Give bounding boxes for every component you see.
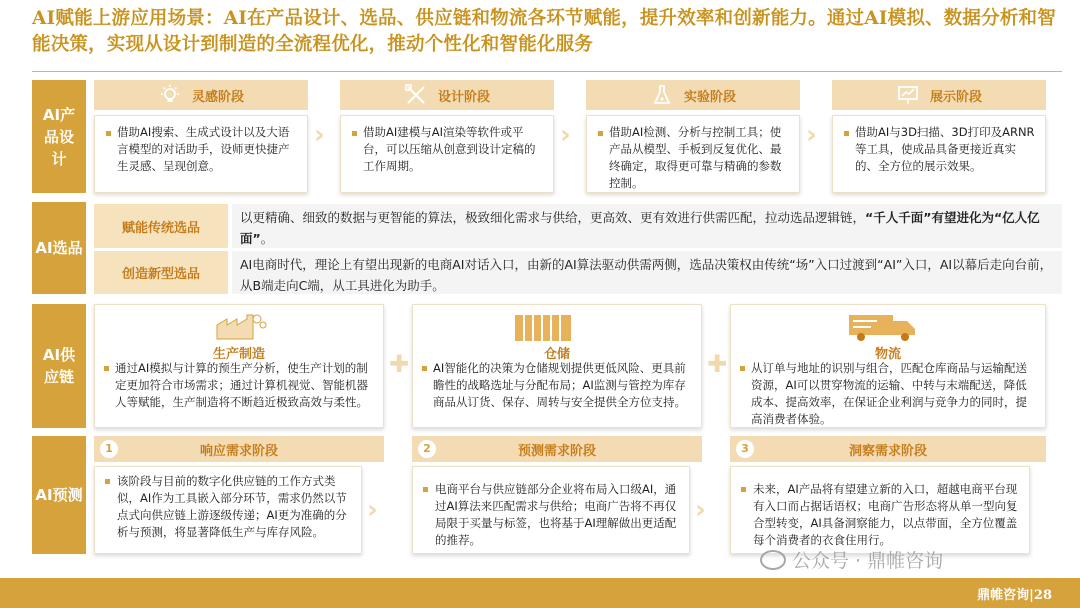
bullet-icon — [105, 479, 110, 484]
watermark-text: 公众号 · 鼎帷咨询 — [792, 550, 944, 572]
row-label-text: AI预测 — [35, 486, 83, 504]
forecast-box-response — [94, 466, 362, 554]
bullet-icon — [422, 366, 427, 371]
bullet-icon — [352, 131, 357, 136]
forecast-stage-title: 预测需求阶段 — [517, 444, 596, 459]
chevron-right-icon: › — [367, 495, 378, 525]
supply-block-warehouse — [412, 304, 702, 428]
stage-text: 借助AI建模与AI渲染等软件或平台，可以压缩从创意到设计定稿的工作周期。 — [363, 125, 536, 173]
stage-head-display — [832, 80, 1046, 110]
page-title: AI赋能上游应用场景：AI在产品设计、选品、供应链和物流各环节赋能，提升效率和创新能力。通过AI模拟、数据分析和智能决策，实现从设计到制造的全流程优化，推动个性化和智能化服务 — [32, 8, 1056, 55]
watermark — [760, 546, 943, 573]
supply-block-logistics — [730, 304, 1046, 428]
supply-block-title: 仓储 — [543, 347, 570, 362]
plus-icon: ✚ — [389, 350, 410, 378]
selection-label-traditional — [94, 204, 228, 248]
chevron-right-icon: › — [314, 120, 325, 150]
presentation-icon — [896, 84, 920, 106]
forecast-stage-title: 洞察需求阶段 — [848, 444, 927, 459]
bullet-icon — [741, 487, 746, 492]
stage-title: 展示阶段 — [929, 89, 982, 105]
selection-text-part: 。 — [260, 231, 274, 246]
truck-icon — [847, 311, 927, 343]
stage-box-design — [340, 115, 554, 193]
stage-title: 灵感阶段 — [191, 89, 244, 105]
stage-head-design — [340, 80, 554, 110]
step-number-badge: 3 — [736, 440, 754, 458]
wechat-icon — [760, 550, 786, 570]
supply-block-text: AI智能化的决策为仓储规划提供更低风险、更具前瞻性的战略选址与分配布局；AI监测与管控为库存商品从订货、保存、周转与安全提供全方位支持。 — [433, 361, 686, 409]
row-label-selection — [32, 202, 86, 294]
bullet-icon — [104, 366, 109, 371]
row-label-product-design — [32, 80, 86, 193]
selection-label-new — [94, 251, 228, 294]
lightbulb-icon — [158, 84, 182, 106]
row-label-text: AI选品 — [35, 239, 83, 257]
stage-title: 实验阶段 — [683, 89, 736, 105]
stage-box-display — [832, 115, 1046, 193]
stage-box-experiment — [586, 115, 800, 193]
selection-text-part: AI电商时代，理论上有望出现新的电商AI对话入口，由新的AI算法驱动供需两侧，选品决策权由传统“场”入口过渡到“AI”入口，AI以幕后走向台前，从B端走向C端，从工具进化为助手。 — [240, 257, 1053, 293]
footer-bar — [0, 578, 1080, 608]
supply-block-text: 从订单与地址的识别与组合，匹配仓库商品与运输配送资源，AI可以贯穿物流的运输、中转与末端配送，降低成本、提高效率，在保证企业利润与竞争力的同时，提高消费者体验。 — [751, 361, 1027, 426]
forecast-stage-text: 未来，AI产品将有望建立新的入口，超越电商平台现有入口而占据话语权；电商广告形态将从单一型向复合型转变，AI具备洞察能力，以点带面，全方位覆盖每个消费者的衣食住用行。 — [753, 482, 1018, 547]
stage-text: 借助AI与3D扫描、3D打印及ARNR等工具，使成品具备更接近真实的、全方位的展示效果。 — [855, 125, 1035, 173]
stage-head-inspiration — [94, 80, 308, 110]
chevron-right-icon: › — [806, 120, 817, 150]
bullet-icon — [844, 131, 849, 136]
forecast-head-response — [94, 436, 384, 462]
chevron-right-icon: › — [695, 495, 706, 525]
forecast-box-insight — [730, 466, 1030, 554]
stage-head-experiment — [586, 80, 800, 110]
step-number-badge: 1 — [100, 440, 118, 458]
row-label-text: AI供应链 — [42, 346, 76, 386]
plus-icon: ✚ — [707, 350, 728, 378]
selection-label-text: 创造新型选品 — [121, 267, 200, 282]
selection-text-highlight: “千人千面”有望进化为“亿人亿面” — [240, 210, 1040, 246]
selection-text-new — [232, 251, 1062, 294]
factory-icon — [213, 311, 269, 341]
chevron-right-icon: › — [560, 120, 571, 150]
forecast-head-predict — [412, 436, 702, 462]
selection-label-text: 赋能传统选品 — [121, 220, 200, 236]
stage-text: 借助AI搜索、生成式设计以及大语言模型的对话助手，设师更快捷产生灵感、呈现创意。 — [117, 125, 290, 173]
warehouse-icon — [513, 311, 573, 343]
footer-page-label: 鼎帷咨询|28 — [977, 588, 1052, 603]
row-label-forecast — [32, 436, 86, 554]
stage-box-inspiration — [94, 115, 308, 193]
forecast-box-predict — [412, 466, 690, 554]
selection-text-traditional — [232, 204, 1062, 248]
forecast-stage-text: 电商平台与供应链部分企业将布局入口级AI，通过AI算法来匹配需求与供给；电商广告将不再仅局限于买量与标签，也将基于AI理解做出更适配的推荐。 — [435, 482, 677, 547]
row-label-text: AI产品设计 — [42, 105, 76, 168]
design-tools-icon — [404, 84, 428, 106]
supply-block-production — [94, 304, 384, 428]
row-label-supply-chain — [32, 304, 86, 428]
forecast-head-insight — [730, 436, 1046, 462]
supply-block-text: 通过AI模拟与计算的预生产分析，使生产计划的制定更加符合市场需求；通过计算机视觉、智能机器人等赋能，生产制造将不断趋近极致高效与柔性。 — [115, 361, 368, 409]
bullet-icon — [740, 366, 745, 371]
bullet-icon — [423, 487, 428, 492]
supply-block-title: 物流 — [874, 347, 901, 362]
step-number-badge: 2 — [418, 440, 436, 458]
forecast-stage-title: 响应需求阶段 — [199, 444, 278, 459]
supply-block-title: 生产制造 — [212, 347, 265, 362]
selection-text-part: 以更精确、细致的数据与更智能的算法，极致细化需求与供给，更高效、更有效进行供需匹配，拉动选品逻辑链， — [240, 210, 866, 225]
bullet-icon — [106, 131, 111, 136]
stage-text: 借助AI检测、分析与控制工具；使产品从模型、手板到反复优化、最终确定，取得更可靠与精确的参数控制。 — [609, 125, 782, 190]
bullet-icon — [598, 131, 603, 136]
forecast-stage-text: 该阶段与目前的数字化供应链的工作方式类似，AI作为工具嵌入部分环节，需求仍然以节点式向供应链上游逐级传递；AI更为准确的分析与预测，将显著降低生产与库存风险。 — [117, 474, 347, 539]
stage-title: 设计阶段 — [437, 89, 490, 105]
lab-icon — [650, 84, 674, 106]
title-divider — [32, 71, 1062, 72]
